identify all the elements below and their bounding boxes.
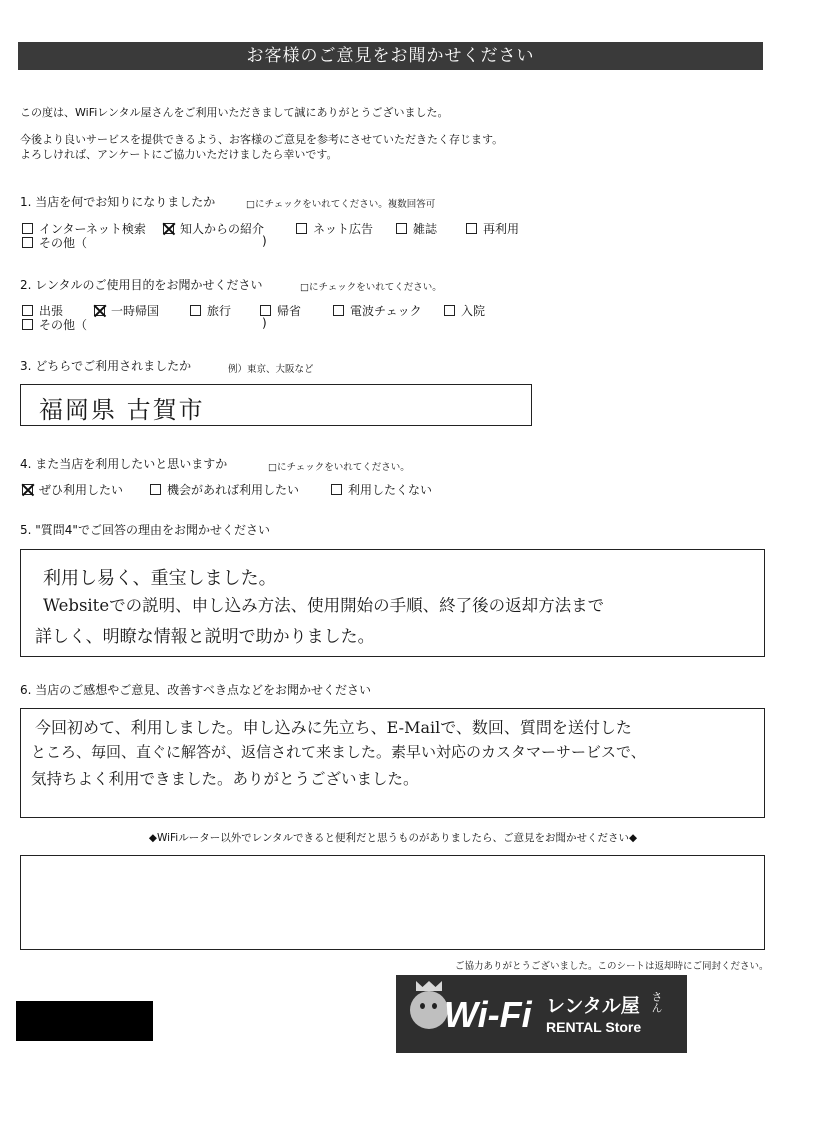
- q1-option-reuse[interactable]: 再利用: [466, 220, 519, 237]
- checkbox-icon: [22, 319, 33, 330]
- checkbox-icon: [22, 305, 33, 316]
- intro-line-2: 今後より良いサービスを提供できるよう、お客様のご意見を参考にさせていただきたく存じます。: [20, 133, 504, 146]
- question-1-label: 1. 当店を何でお知りになりましたか: [20, 195, 216, 209]
- logo-rental-jp: レンタル屋: [546, 995, 640, 1017]
- checkbox-icon: [396, 223, 407, 234]
- q1-option-friend-referral[interactable]: 知人からの紹介: [163, 220, 264, 237]
- checkbox-icon: [190, 305, 201, 316]
- q2-option-travel[interactable]: 旅行: [190, 302, 231, 319]
- logo-wifi-text: Wi-Fi: [444, 994, 532, 1035]
- checkbox-icon: [333, 305, 344, 316]
- reason-answer-line-3: 詳しく、明瞭な情報と説明で助かりました。: [35, 627, 375, 647]
- brand-logo: [396, 975, 687, 1053]
- checkbox-icon: [150, 484, 161, 495]
- reason-answer-line-2: Websiteでの説明、申し込み方法、使用開始の手順、終了後の返却方法まで: [43, 596, 605, 615]
- question-3-note: 例）東京、大阪など: [228, 364, 314, 375]
- checkbox-icon: [444, 305, 455, 316]
- mascot-eye-right: [432, 1003, 437, 1009]
- logo-rental-en: RENTAL Store: [546, 1019, 642, 1035]
- footer-thanks: ご協力ありがとうございました。このシートは返却時にご同封ください。: [455, 961, 769, 972]
- q1-option-web-ad[interactable]: ネット広告: [296, 220, 373, 237]
- q4-option-not-use[interactable]: 利用したくない: [331, 481, 432, 498]
- question-4-label: 4. また当店を利用したいと思いますか: [20, 457, 228, 471]
- q1-option-other[interactable]: その他（: [22, 234, 87, 251]
- checkbox-icon: [260, 305, 271, 316]
- question-6-label: 6. 当店のご感想やご意見、改善すべき点などをお聞かせください: [20, 683, 372, 697]
- q4-option-if-chance[interactable]: 機会があれば利用したい: [150, 481, 299, 498]
- redacted-block: [16, 1001, 153, 1041]
- mascot-eye-left: [420, 1003, 425, 1009]
- question-2-note: □にチェックをいれてください。: [300, 282, 442, 293]
- reason-answer-line-1: 利用し易く、重宝しました。: [43, 568, 277, 589]
- location-answer-box[interactable]: [20, 384, 532, 426]
- mascot-icon: [410, 991, 448, 1029]
- q2-option-other[interactable]: その他（: [22, 316, 87, 333]
- q4-option-definitely[interactable]: ぜひ利用したい: [22, 481, 123, 498]
- checkbox-icon: [22, 223, 33, 234]
- q2-option-business-trip[interactable]: 出張: [22, 302, 63, 319]
- q1-option-internet-search[interactable]: インターネット検索: [22, 220, 146, 237]
- checked-checkbox-icon: [163, 223, 174, 234]
- question-1-note: □にチェックをいれてください。複数回答可: [246, 199, 436, 210]
- question-3-label: 3. どちらでご利用されましたか: [20, 359, 192, 373]
- checkbox-icon: [331, 484, 342, 495]
- checked-checkbox-icon: [94, 305, 105, 316]
- question-5-label: 5. "質問4"でご回答の理由をお聞かせください: [20, 523, 270, 537]
- intro-line-1: この度は、WiFiレンタル屋さんをご利用いただきまして誠にありがとうございました。: [20, 106, 449, 119]
- logo-san: さん: [650, 991, 663, 1013]
- question-4-note: □にチェックをいれてください。: [268, 462, 410, 473]
- feedback-answer-line-1: 今回初めて、利用しました。申し込みに先立ち、E-Mailで、数回、質問を送付した: [35, 718, 632, 737]
- q2-other-close: ): [262, 316, 267, 330]
- q2-option-homecoming[interactable]: 帰省: [260, 302, 301, 319]
- page-title: お客様のご意見をお聞かせください: [18, 42, 763, 70]
- checkbox-icon: [22, 237, 33, 248]
- request-answer-box[interactable]: [20, 855, 765, 950]
- question-7-label: ◆WiFiルーター以外でレンタルできると便利だと思うものがありましたら、ご意見をお聞かせください◆: [148, 832, 638, 844]
- location-answer: 福岡県 古賀市: [39, 396, 205, 424]
- q2-option-signal-check[interactable]: 電波チェック: [333, 302, 422, 319]
- checked-checkbox-icon: [22, 484, 33, 495]
- q2-option-hospital[interactable]: 入院: [444, 302, 485, 319]
- feedback-answer-box[interactable]: [20, 708, 765, 818]
- feedback-answer-line-3: 気持ちよく利用できました。ありがとうございました。: [31, 770, 419, 788]
- question-2-label: 2. レンタルのご使用目的をお聞かせください: [20, 278, 263, 292]
- reason-answer-box[interactable]: [20, 549, 765, 657]
- checkbox-icon: [296, 223, 307, 234]
- checkbox-icon: [466, 223, 477, 234]
- feedback-answer-line-2: ところ、毎回、直ぐに解答が、返信されて来ました。素早い対応のカスタマーサービスで、: [31, 743, 646, 761]
- q2-option-temporary-return[interactable]: 一時帰国: [94, 302, 159, 319]
- crown-icon: [416, 981, 442, 991]
- q1-other-close: ): [262, 234, 267, 248]
- q1-option-magazine[interactable]: 雑誌: [396, 220, 437, 237]
- intro-line-3: よろしければ、アンケートにご協力いただけましたら幸いです。: [20, 148, 338, 161]
